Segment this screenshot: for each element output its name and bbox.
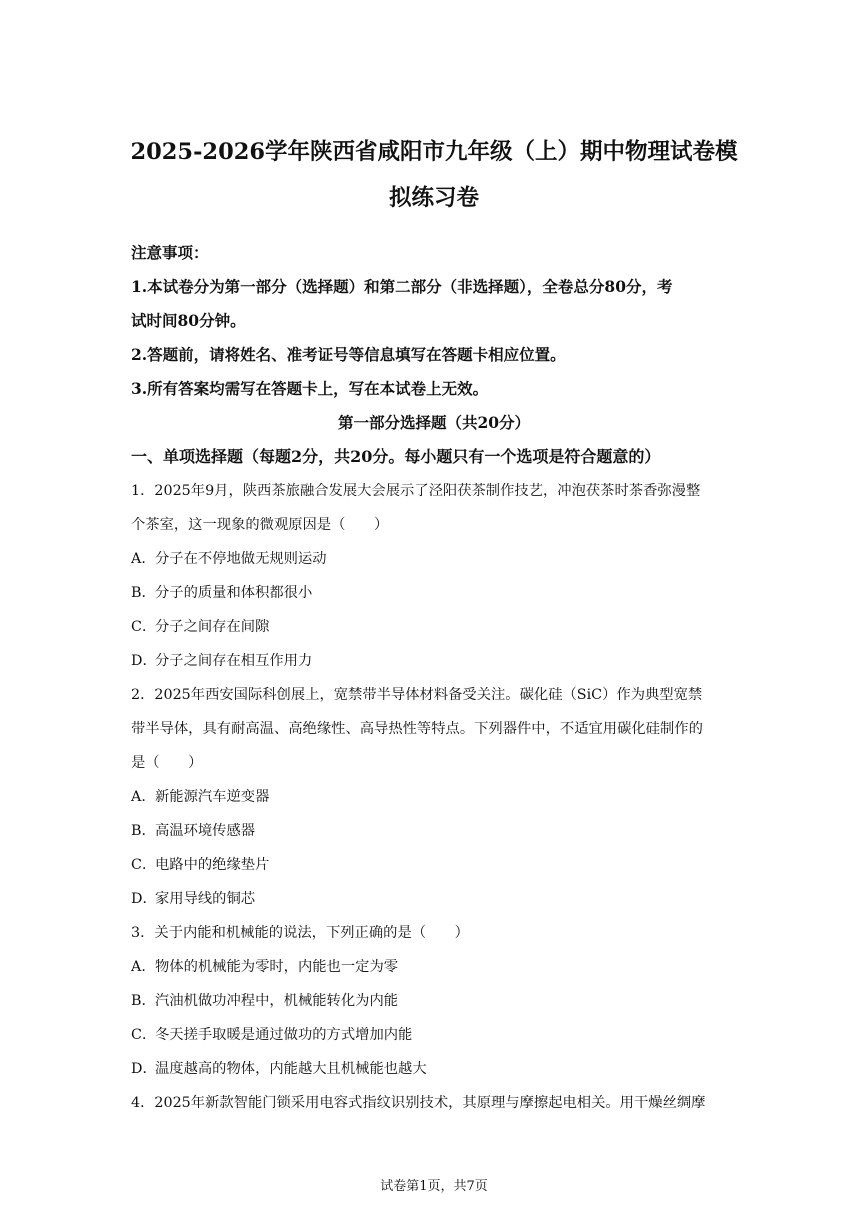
- option-key: B．: [131, 823, 156, 839]
- page-footer: 试卷第1页，共7页: [380, 1179, 488, 1194]
- notice-block: [131, 236, 737, 406]
- option-key: A．: [131, 789, 156, 805]
- notice-item: 3.所有答案均需写在答题卡上，写在本试卷上无效。: [131, 379, 489, 398]
- option-key: C．: [131, 619, 157, 635]
- question-text: 3．关于内能和机械能的说法，下列正确的是（ ）: [131, 925, 469, 941]
- notice-item: 1.本试卷分为第一部分（选择题）和第二部分（非选择题），全卷总分80分，考: [131, 277, 673, 296]
- option-key: C．: [131, 857, 157, 873]
- option-key: B．: [131, 993, 156, 1009]
- notice-item: 2.答题前，请将姓名、准考证号等信息填写在答题卡相应位置。: [131, 345, 566, 364]
- option-a: [131, 950, 737, 984]
- option-text: 分子之间存在间隙: [155, 619, 270, 635]
- option-text: 电路中的绝缘垫片: [155, 857, 270, 873]
- question-3: [131, 916, 737, 1086]
- option-c: [131, 848, 737, 882]
- option-text: 新能源汽车逆变器: [155, 789, 270, 805]
- question-text: 2．2025年西安国际科创展上，宽禁带半导体材料备受关注。碳化硅（SiC）作为典型宽禁: [131, 687, 703, 703]
- option-d: [131, 644, 737, 678]
- option-key: C．: [131, 1027, 157, 1043]
- option-b: [131, 814, 737, 848]
- option-text: 高温环境传感器: [155, 823, 256, 839]
- question-text: 4．2025年新款智能门锁采用电容式指纹识别技术，其原理与摩擦起电相关。用干燥丝绸摩: [131, 1095, 706, 1111]
- option-key: D．: [131, 891, 157, 907]
- option-text: 冬天搓手取暖是通过做功的方式增加内能: [155, 1027, 413, 1043]
- option-key: A．: [131, 959, 156, 975]
- option-text: 家用导线的铜芯: [155, 891, 256, 907]
- option-b: [131, 984, 737, 1018]
- option-text: 温度越高的物体，内能越大且机械能也越大: [155, 1061, 427, 1077]
- option-a: [131, 542, 737, 576]
- page-content: [131, 132, 737, 1120]
- option-c: [131, 610, 737, 644]
- question-text: 带半导体，具有耐高温、高绝缘性、高导热性等特点。下列器件中，不适宜用碳化硅制作的: [131, 721, 703, 737]
- option-b: [131, 576, 737, 610]
- option-key: A．: [131, 551, 156, 567]
- option-text: 分子之间存在相互作用力: [155, 653, 313, 669]
- option-text: 分子的质量和体积都很小: [155, 585, 313, 601]
- question-4: [131, 1086, 737, 1120]
- page-title: [115, 132, 753, 218]
- part1-title: 第一部分选择题（共20分）: [337, 413, 531, 432]
- notice-heading: 注意事项：: [131, 243, 209, 262]
- option-text: 汽油机做功冲程中，机械能转化为内能: [155, 993, 399, 1009]
- question-1: [131, 474, 737, 678]
- option-key: B．: [131, 585, 156, 601]
- option-text: 分子在不停地做无规则运动: [155, 551, 327, 567]
- question-text: 1．2025年9月，陕西茶旅融合发展大会展示了泾阳茯茶制作技艺，冲泡茯茶时茶香弥漫整: [131, 483, 701, 499]
- notice-item: 试时间80分钟。: [131, 311, 246, 330]
- question-2: [131, 678, 737, 916]
- question-text: 个茶室，这一现象的微观原因是（ ）: [131, 517, 389, 533]
- title-line-2: 拟练习卷: [388, 185, 479, 211]
- part1-heading: 一、单项选择题（每题2分，共20分。每小题只有一个选项是符合题意的）: [131, 447, 661, 466]
- option-c: [131, 1018, 737, 1052]
- option-d: [131, 882, 737, 916]
- option-key: D．: [131, 1061, 157, 1077]
- option-a: [131, 780, 737, 814]
- question-text: 是（ ）: [131, 755, 203, 771]
- option-text: 物体的机械能为零时，内能也一定为零: [155, 959, 399, 975]
- title-line-1: 2025-2026学年陕西省咸阳市九年级（上）期中物理试卷模: [130, 139, 738, 165]
- option-key: D．: [131, 653, 157, 669]
- option-d: [131, 1052, 737, 1086]
